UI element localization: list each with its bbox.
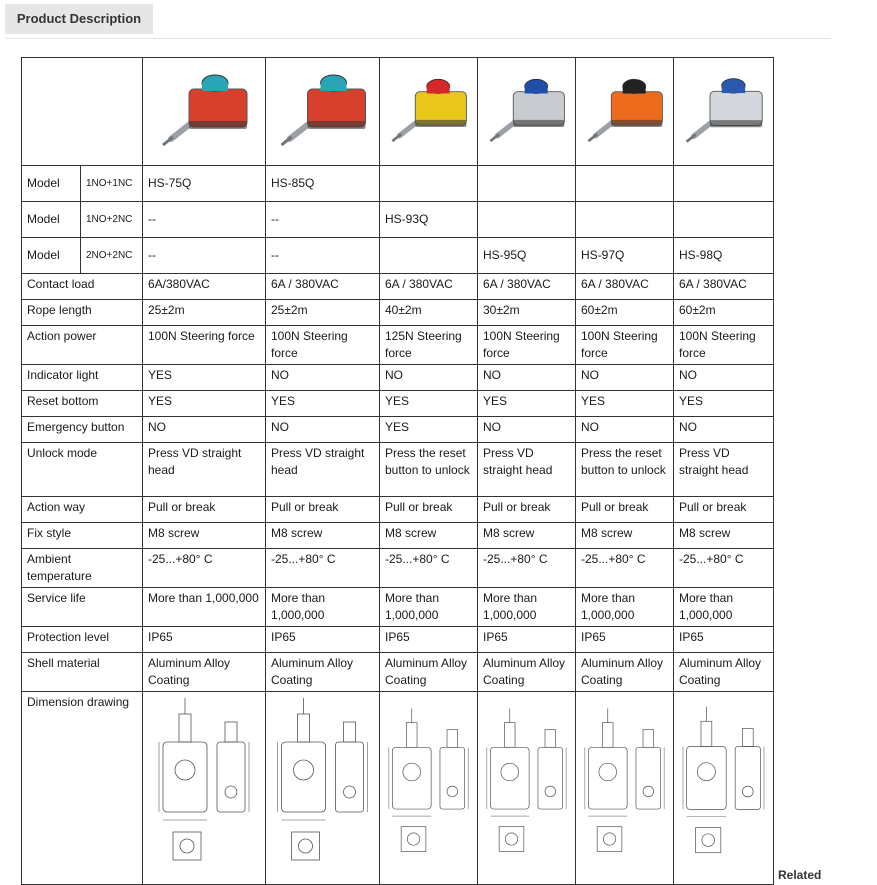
spec-value: NO [576,365,674,391]
row-label: Reset bottom [22,391,143,417]
row-label: Ambient temperature [22,549,143,588]
spec-value: M8 screw [266,523,380,549]
spec-value: IP65 [478,627,576,653]
model-cell [576,166,674,202]
spec-value: More than 1,000,000 [576,588,674,627]
model-cell: HS-97Q [576,238,674,274]
spec-value: 6A / 380VAC [266,274,380,300]
spec-value: 30±2m [478,300,576,326]
model-cell: -- [143,202,266,238]
spec-value: 60±2m [576,300,674,326]
spec-value: More than 1,000,000 [143,588,266,627]
spec-value: Aluminum Alloy Coating [266,653,380,692]
spec-value: -25...+80° C [478,549,576,588]
row-label: Model [22,238,81,274]
spec-value: -25...+80° C [576,549,674,588]
row-label: Emergency button [22,417,143,443]
row-label: Model [22,166,81,202]
dimension-drawing-cell [143,692,266,885]
model-cell [380,238,478,274]
product-photo [576,59,673,165]
dimension-drawing [478,692,575,882]
model-cell: HS-85Q [266,166,380,202]
spec-value: NO [576,417,674,443]
image-row [22,58,774,166]
spec-value: Press the reset button to unlock [576,443,674,497]
spec-value: More than 1,000,000 [674,588,774,627]
spec-value: NO [674,417,774,443]
product-image-cell [380,58,478,166]
spec-value: 100N Steering force [266,326,380,365]
image-row-label [22,58,143,166]
spec-value: 6A / 380VAC [576,274,674,300]
product-image-cell [478,58,576,166]
model-cell: HS-98Q [674,238,774,274]
spec-value: 100N Steering force [143,326,266,365]
spec-value: NO [478,417,576,443]
dimension-drawing-cell [266,692,380,885]
spec-value: More than 1,000,000 [380,588,478,627]
model-cell [576,202,674,238]
spec-value: Aluminum Alloy Coating [380,653,478,692]
spec-value: -25...+80° C [143,549,266,588]
model-cell: -- [266,238,380,274]
spec-value: 25±2m [266,300,380,326]
row-label: Shell material [22,653,143,692]
spec-value: NO [266,417,380,443]
tab-divider [5,38,831,39]
spec-row-action-way [22,497,774,523]
dimension-drawing-cell [478,692,576,885]
dimension-drawing-row [22,692,774,885]
spec-value: Aluminum Alloy Coating [478,653,576,692]
row-label: Unlock mode [22,443,143,497]
spec-value: M8 screw [380,523,478,549]
model-cell [380,166,478,202]
spec-row-protection-level [22,627,774,653]
spec-value: 125N Steering force [380,326,478,365]
spec-value: YES [266,391,380,417]
model-cell: HS-75Q [143,166,266,202]
spec-value: 60±2m [674,300,774,326]
spec-value: 6A / 380VAC [674,274,774,300]
model-cell: -- [143,238,266,274]
spec-value: More than 1,000,000 [478,588,576,627]
spec-value: 100N Steering force [674,326,774,365]
spec-value: IP65 [266,627,380,653]
row-label: Service life [22,588,143,627]
dimension-drawing-cell [380,692,478,885]
product-photo [143,59,265,165]
spec-value: Press the reset button to unlock [380,443,478,497]
spec-value: 100N Steering force [576,326,674,365]
spec-value: Pull or break [674,497,774,523]
spec-value: Press VD straight head [266,443,380,497]
spec-row-service-life [22,588,774,627]
spec-value: NO [380,365,478,391]
dimension-drawing [380,692,477,882]
spec-value: -25...+80° C [266,549,380,588]
spec-value: Press VD straight head [143,443,266,497]
model-cell [674,202,774,238]
row-label: Dimension drawing [22,692,143,885]
row-label: Contact load [22,274,143,300]
row-label: Action way [22,497,143,523]
spec-value: M8 screw [478,523,576,549]
spec-value: Pull or break [266,497,380,523]
spec-row-contact-load [22,274,774,300]
config-label: 1NO+1NC [81,166,143,202]
config-label: 2NO+2NC [81,238,143,274]
model-cell [478,166,576,202]
spec-value: YES [674,391,774,417]
spec-value: NO [266,365,380,391]
spec-value: YES [478,391,576,417]
spec-value: M8 screw [143,523,266,549]
config-label: 1NO+2NC [81,202,143,238]
tab-product-description[interactable]: Product Description [5,4,153,34]
product-photo [266,59,379,165]
spec-value: 40±2m [380,300,478,326]
spec-value: NO [674,365,774,391]
spec-value: YES [143,365,266,391]
row-label: Protection level [22,627,143,653]
spec-value: Pull or break [576,497,674,523]
spec-row-rope-length [22,300,774,326]
dimension-drawing [674,692,773,882]
spec-value: YES [380,391,478,417]
row-label: Action power [22,326,143,365]
spec-value: IP65 [143,627,266,653]
spec-value: YES [576,391,674,417]
row-label: Indicator light [22,365,143,391]
model-cell: -- [266,202,380,238]
spec-value: YES [380,417,478,443]
spec-row-emergency-button [22,417,774,443]
spec-value: Aluminum Alloy Coating [143,653,266,692]
spec-value: NO [478,365,576,391]
row-label: Fix style [22,523,143,549]
spec-row-shell-material [22,653,774,692]
spec-value: Aluminum Alloy Coating [576,653,674,692]
spec-value: Aluminum Alloy Coating [674,653,774,692]
model-cell [478,202,576,238]
spec-value: YES [143,391,266,417]
product-image-cell [576,58,674,166]
model-row [22,238,774,274]
spec-value: 6A / 380VAC [478,274,576,300]
spec-value: Press VD straight head [674,443,774,497]
spec-row-fix-style [22,523,774,549]
model-cell: HS-93Q [380,202,478,238]
model-row [22,166,774,202]
spec-value: IP65 [674,627,774,653]
product-image-cell [143,58,266,166]
spec-value: 25±2m [143,300,266,326]
spec-value: Pull or break [380,497,478,523]
product-image-cell [674,58,774,166]
spec-value: -25...+80° C [380,549,478,588]
dimension-drawing [576,692,673,882]
spec-value: Press VD straight head [478,443,576,497]
spec-table [21,57,774,885]
spec-value: IP65 [380,627,478,653]
row-label: Model [22,202,81,238]
spec-value: M8 screw [674,523,774,549]
spec-value: 6A / 380VAC [380,274,478,300]
model-row [22,202,774,238]
spec-row-ambient-temperature [22,549,774,588]
dimension-drawing [266,692,379,882]
spec-value: M8 screw [576,523,674,549]
spec-value: Pull or break [143,497,266,523]
spec-row-unlock-mode [22,443,774,497]
spec-row-reset-bottom [22,391,774,417]
related-link[interactable]: Related [778,868,822,882]
product-photo [674,59,773,165]
model-cell: HS-95Q [478,238,576,274]
product-photo [478,59,575,165]
product-photo [380,59,477,165]
spec-value: IP65 [576,627,674,653]
spec-value: NO [143,417,266,443]
row-label: Rope length [22,300,143,326]
product-image-cell [266,58,380,166]
dimension-drawing-cell [674,692,774,885]
spec-row-action-power [22,326,774,365]
spec-value: -25...+80° C [674,549,774,588]
spec-value: More than 1,000,000 [266,588,380,627]
dimension-drawing-cell [576,692,674,885]
dimension-drawing [143,692,265,882]
spec-value: Pull or break [478,497,576,523]
model-cell [674,166,774,202]
spec-row-indicator-light [22,365,774,391]
spec-value: 100N Steering force [478,326,576,365]
spec-value: 6A/380VAC [143,274,266,300]
